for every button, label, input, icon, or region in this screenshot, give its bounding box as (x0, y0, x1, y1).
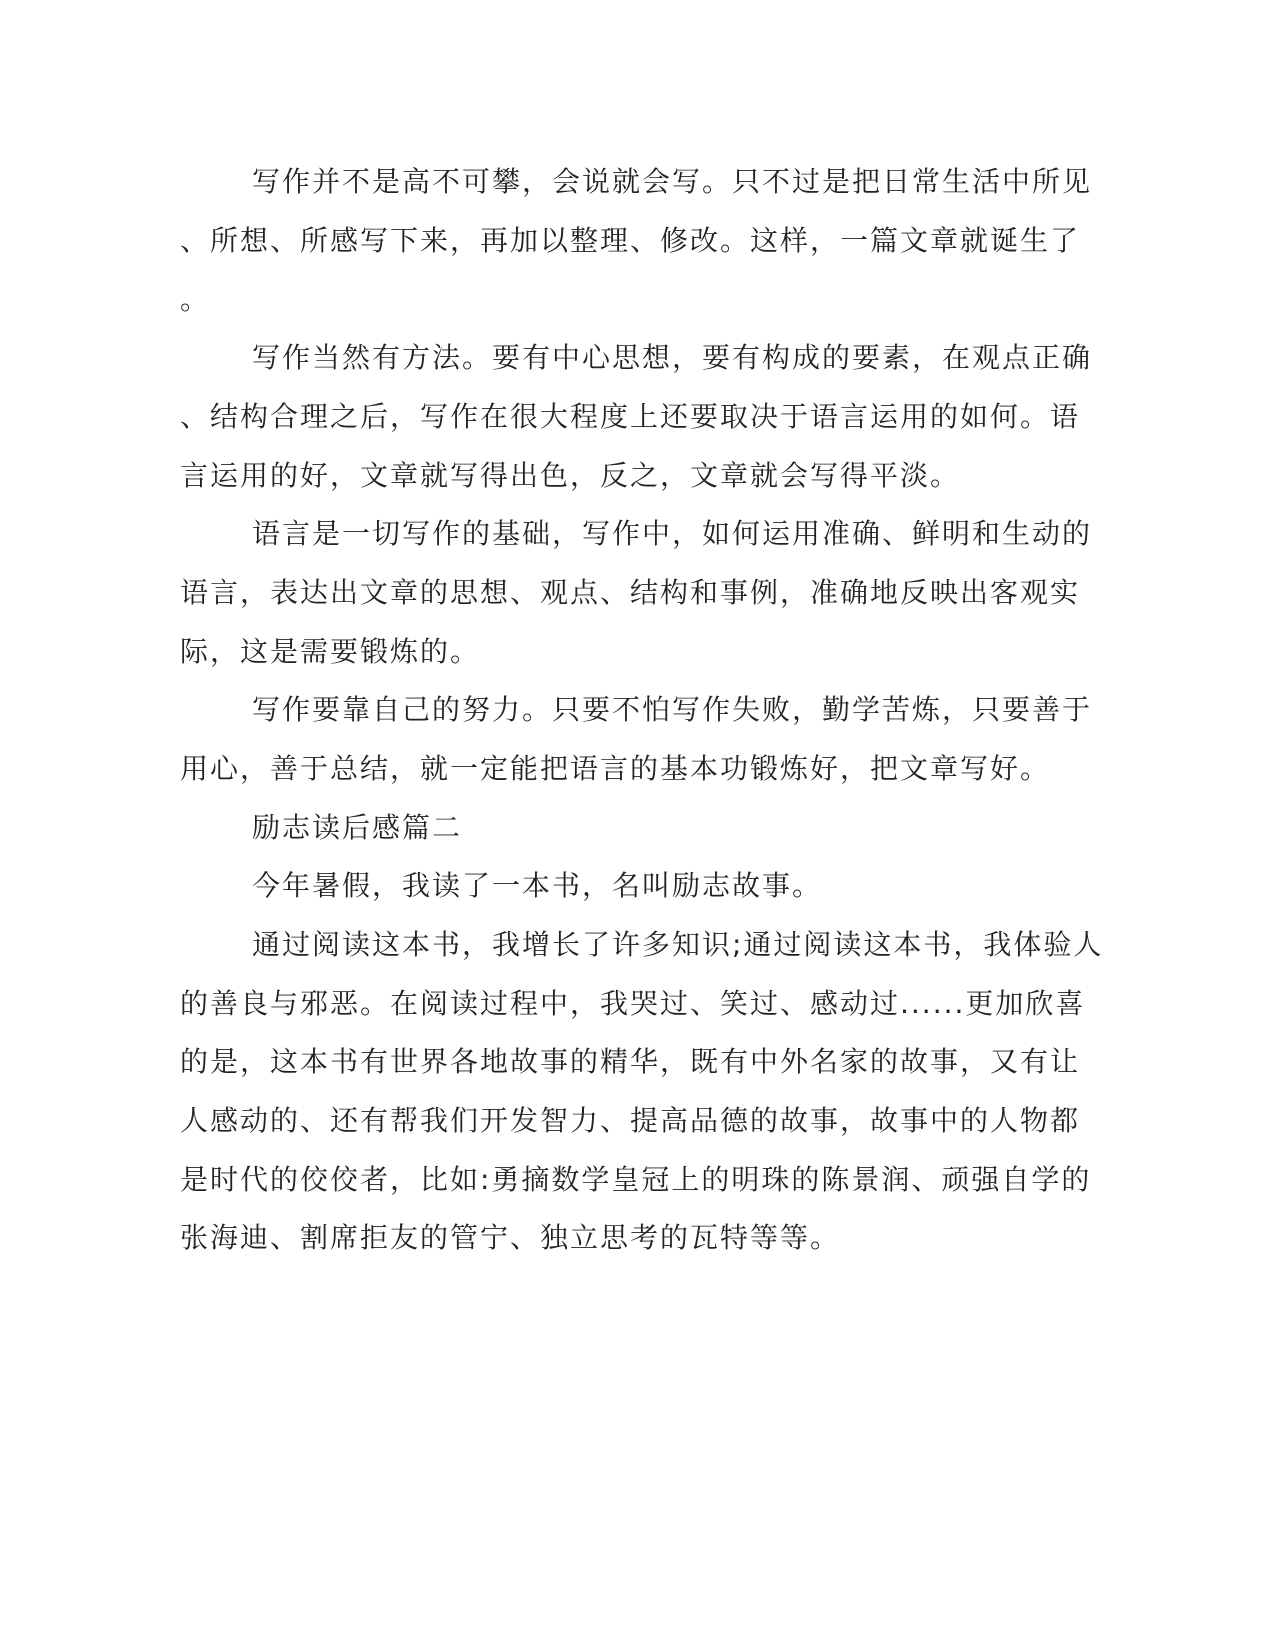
paragraph-line: 语言是一切写作的基础，写作中，如何运用准确、鲜明和生动的 (252, 517, 1093, 550)
paragraph-line: 际，这是需要锻炼的。 (180, 635, 481, 668)
paragraph-line: 人感动的、还有帮我们开发智力、提高品德的故事，故事中的人物都 (180, 1104, 1081, 1137)
paragraph-line: 语言，表达出文章的思想、观点、结构和事例，准确地反映出客观实 (180, 576, 1081, 609)
paragraph-line: 的善良与邪恶。在阅读过程中，我哭过、笑过、感动过......更加欣喜 (180, 987, 1086, 1020)
paragraph-line: 用心，善于总结，就一定能把语言的基本功锻炼好，把文章写好。 (180, 752, 1051, 785)
paragraph-line: 是时代的佼佼者，比如:勇摘数学皇冠上的明珠的陈景润、顽强自学的 (180, 1163, 1092, 1196)
paragraph-line: 今年暑假，我读了一本书，名叫励志故事。 (252, 869, 823, 902)
paragraph-line: 。 (180, 283, 211, 316)
paragraph-line: 写作并不是高不可攀，会说就会写。只不过是把日常生活中所见 (252, 165, 1093, 198)
section-heading: 励志读后感篇二 (252, 811, 463, 844)
paragraph-line: 张海迪、割席拒友的管宁、独立思考的瓦特等等。 (180, 1221, 841, 1254)
paragraph-line: 言运用的好，文章就写得出色，反之，文章就会写得平淡。 (180, 459, 961, 492)
paragraph-line: 的是，这本书有世界各地故事的精华，既有中外名家的故事，又有让 (180, 1045, 1081, 1078)
paragraph-line: 通过阅读这本书，我增长了许多知识;通过阅读这本书，我体验人 (252, 928, 1104, 961)
paragraph-line: 、结构合理之后，写作在很大程度上还要取决于语言运用的如何。语 (180, 400, 1081, 433)
paragraph-line: 写作当然有方法。要有中心思想，要有构成的要素，在观点正确 (252, 341, 1093, 374)
paragraph-line: 、所想、所感写下来，再加以整理、修改。这样，一篇文章就诞生了 (180, 224, 1081, 257)
paragraph-line: 写作要靠自己的努力。只要不怕写作失败，勤学苦炼，只要善于 (252, 693, 1093, 726)
